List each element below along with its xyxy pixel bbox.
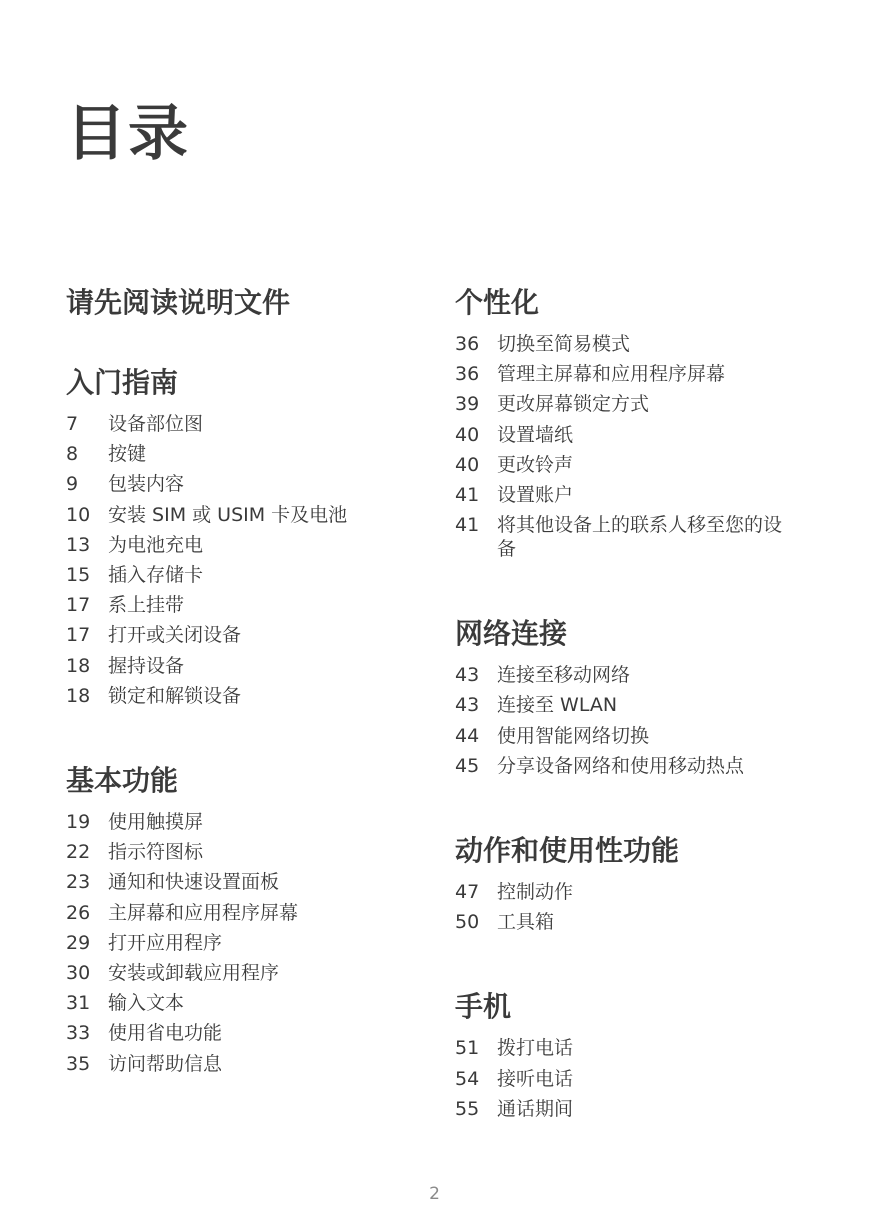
entry-page-number: 29: [66, 931, 91, 954]
entry-title: 打开应用程序: [108, 931, 223, 954]
toc-entry[interactable]: [455, 510, 835, 564]
toc-section: [455, 987, 835, 1124]
toc-entry[interactable]: [455, 359, 835, 389]
toc-entry[interactable]: [66, 409, 446, 439]
toc-entry[interactable]: [66, 651, 446, 681]
entry-page-number: 39: [455, 393, 480, 416]
section-title[interactable]: 网络连接: [455, 617, 568, 651]
toc-section: [455, 283, 835, 564]
section-title[interactable]: 个性化: [455, 286, 540, 319]
entry-title: 访问帮助信息: [108, 1052, 223, 1075]
section-title[interactable]: 请先阅读说明文件: [66, 286, 291, 319]
entry-title: 连接至移动网络: [497, 664, 631, 687]
toc-entry[interactable]: [66, 807, 446, 837]
entry-title: 主屏幕和应用程序屏幕: [108, 901, 299, 924]
section-title[interactable]: 手机: [455, 990, 512, 1024]
entry-page-number: 36: [455, 363, 480, 386]
entry-title: 握持设备: [108, 654, 185, 677]
entry-title: 锁定和解锁设备: [108, 684, 242, 707]
toc-entry[interactable]: [66, 530, 446, 560]
entry-page-number: 51: [455, 1037, 480, 1060]
entry-title: 拨打电话: [497, 1037, 574, 1060]
entry-title: 安装 SIM 或 USIM 卡及电池: [108, 503, 348, 526]
entry-title: 控制动作: [497, 881, 574, 904]
entry-page-number: 47: [455, 881, 480, 904]
entry-title: 接听电话: [497, 1067, 574, 1090]
toc-entry[interactable]: [66, 500, 446, 530]
entry-title: 更改铃声: [497, 453, 574, 476]
toc-entry[interactable]: [66, 620, 446, 650]
entry-title: 更改屏幕锁定方式: [497, 393, 650, 416]
entry-title: 使用智能网络切换: [497, 724, 650, 747]
toc-entry[interactable]: [455, 751, 835, 781]
entry-page-number: 8: [66, 443, 79, 466]
toc-entry[interactable]: [66, 867, 446, 897]
entry-title: 为电池充电: [108, 533, 204, 556]
toc-entry[interactable]: [455, 907, 835, 937]
toc-entry[interactable]: [66, 1049, 446, 1079]
entry-title: 通话期间: [497, 1097, 574, 1120]
toc-entry[interactable]: [455, 329, 835, 359]
entry-page-number: 15: [66, 564, 91, 587]
entry-page-number: 50: [455, 911, 480, 934]
toc-entry[interactable]: [455, 877, 835, 907]
section-title[interactable]: 动作和使用性功能: [455, 834, 680, 868]
toc-entry[interactable]: [66, 469, 446, 499]
entry-page-number: 41: [455, 484, 480, 507]
entry-page-number: 9: [66, 473, 79, 496]
toc-entry[interactable]: [66, 439, 446, 469]
toc-entry[interactable]: [455, 1033, 835, 1063]
entry-page-number: 10: [66, 503, 91, 526]
entry-page-number: 18: [66, 654, 91, 677]
toc-section: [66, 363, 446, 711]
entry-page-number: 36: [455, 333, 480, 355]
entry-title: 输入文本: [108, 992, 185, 1015]
entry-page-number: 26: [66, 901, 91, 924]
entry-page-number: 43: [455, 664, 480, 687]
entry-page-number: 22: [66, 841, 91, 864]
toc-entry[interactable]: [66, 1018, 446, 1048]
entry-title: 设置账户: [497, 484, 574, 507]
toc-entry[interactable]: [455, 480, 835, 510]
entry-page-number: 23: [66, 871, 91, 894]
entry-title: 设备部位图: [108, 413, 204, 435]
page-title: 目录: [66, 99, 190, 169]
entry-page-number: 35: [66, 1052, 91, 1075]
entry-title: 插入存储卡: [108, 564, 204, 587]
entry-title: 切换至简易模式: [497, 333, 631, 355]
section-title[interactable]: 入门指南: [66, 366, 179, 399]
entry-title: 系上挂带: [108, 594, 185, 617]
toc-entry[interactable]: [66, 958, 446, 988]
entry-page-number: 13: [66, 533, 91, 556]
toc-section: [455, 831, 835, 937]
entry-title: 使用省电功能: [108, 1022, 223, 1045]
section-title[interactable]: 基本功能: [66, 764, 179, 798]
entry-page-number: 17: [66, 624, 91, 647]
entry-title: 使用触摸屏: [108, 811, 204, 834]
entry-page-number: 55: [455, 1097, 480, 1120]
entry-title: 按键: [108, 443, 147, 466]
page-number: 2: [429, 1184, 440, 1204]
toc-entry[interactable]: [66, 928, 446, 958]
entry-title: 指示符图标: [108, 841, 204, 864]
entry-title: 打开或关闭设备: [108, 624, 242, 647]
entry-page-number: 31: [66, 992, 91, 1015]
toc-entry[interactable]: [455, 389, 835, 419]
toc-entry[interactable]: [66, 560, 446, 590]
toc-entry[interactable]: [455, 721, 835, 751]
entry-title: 包装内容: [108, 473, 185, 496]
toc-left-column: [66, 283, 446, 1079]
toc-entry[interactable]: [66, 681, 446, 711]
toc-entry[interactable]: [455, 420, 835, 450]
entry-title: 安装或卸载应用程序: [108, 962, 280, 985]
entry-page-number: 45: [455, 754, 480, 777]
toc-entry[interactable]: [66, 590, 446, 620]
toc-entry[interactable]: [455, 1094, 835, 1124]
entry-title: 工具箱: [497, 911, 555, 934]
entry-title: 设置墙纸: [497, 423, 574, 446]
entry-page-number: 44: [455, 724, 480, 747]
entry-title: 将其他设备上的联系人移至您的设备: [497, 514, 783, 561]
toc-entry[interactable]: [66, 898, 446, 928]
toc-entry[interactable]: [66, 988, 446, 1018]
entry-page-number: 41: [455, 514, 480, 537]
entry-page-number: 33: [66, 1022, 91, 1045]
entry-page-number: 30: [66, 962, 91, 985]
entry-title: 管理主屏幕和应用程序屏幕: [497, 363, 726, 386]
toc-entry[interactable]: [455, 1064, 835, 1094]
entry-page-number: 54: [455, 1067, 480, 1090]
toc-entry[interactable]: [66, 837, 446, 867]
toc-section: [455, 614, 835, 781]
entry-title: 连接至 WLAN: [497, 694, 618, 717]
entry-page-number: 17: [66, 594, 91, 617]
toc-entry[interactable]: [455, 690, 835, 720]
entry-page-number: 40: [455, 423, 480, 446]
entry-page-number: 40: [455, 453, 480, 476]
toc-section: [66, 283, 446, 323]
entry-title: 分享设备网络和使用移动热点: [497, 754, 745, 777]
toc-right-column: [455, 283, 835, 1124]
entry-page-number: 18: [66, 684, 91, 707]
toc-entry[interactable]: [455, 660, 835, 690]
entry-page-number: 43: [455, 694, 480, 717]
toc-section: [66, 761, 446, 1079]
entry-page-number: 19: [66, 811, 91, 834]
toc-entry[interactable]: [455, 450, 835, 480]
entry-page-number: 7: [66, 413, 79, 435]
entry-title: 通知和快速设置面板: [108, 871, 280, 894]
